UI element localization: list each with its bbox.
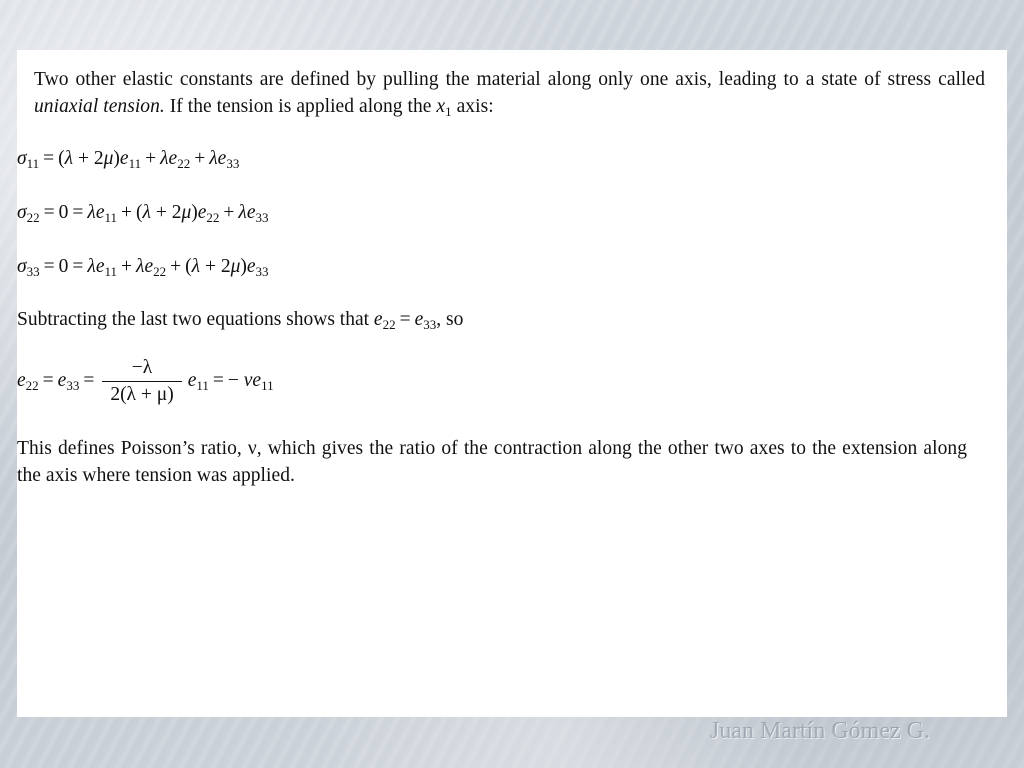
equation-poisson-strain: $e_{22} = e_{33}$ = $\frac{-\lambda}{2(\lambda + \mu)}$ $e_{11}$ = − $\nu e_{11}$ <box>17 357 274 405</box>
intro-text-3: axis: <box>451 96 494 117</box>
uniaxial-tension-term: uniaxial tension. <box>34 96 165 117</box>
intro-text: Two other elastic constants are defined by pulling the material along only one axis, leading to a state of stress called <box>34 69 985 90</box>
x-subscript: 1 <box>445 104 452 119</box>
fraction-denominator: 2(λ + μ) <box>102 381 181 406</box>
intro-text-2: If the tension is applied along the <box>164 96 437 117</box>
equation-sigma-22: $\sigma_{22} = 0 = \lambda e_{11} + (\lambda + 2\mu)e_{22} + \lambda e_{33}$ <box>17 202 269 225</box>
subtract-text: Subtracting the last two equations shows that <box>17 309 374 330</box>
poisson-paragraph: This defines Poisson’s ratio, ν, which gives the ratio of the contraction along the other two axes to the extension along the axis where tension was applied. <box>17 438 967 486</box>
intro-paragraph <box>34 66 985 125</box>
equation-sigma-11: $\sigma_{11} = (\lambda + 2\mu)e_{11} + \lambda e_{22} + \lambda e_{33}$ <box>17 148 240 171</box>
author-watermark: Juan Martín Gómez G. <box>710 718 930 744</box>
subtract-tail: , so <box>436 309 464 330</box>
x-variable: x <box>436 96 446 117</box>
subtract-sentence: Subtracting the last two equations shows that $e_{22} = e_{33}$, so <box>17 309 464 332</box>
fraction-numerator: −λ <box>131 357 153 378</box>
ratio-fraction <box>102 357 181 406</box>
poisson-paragraph-wrap <box>17 435 967 489</box>
equation-sigma-33: $\sigma_{33} = 0 = \lambda e_{11} + \lambda e_{22} + (\lambda + 2\mu)e_{33}$ <box>17 256 269 279</box>
